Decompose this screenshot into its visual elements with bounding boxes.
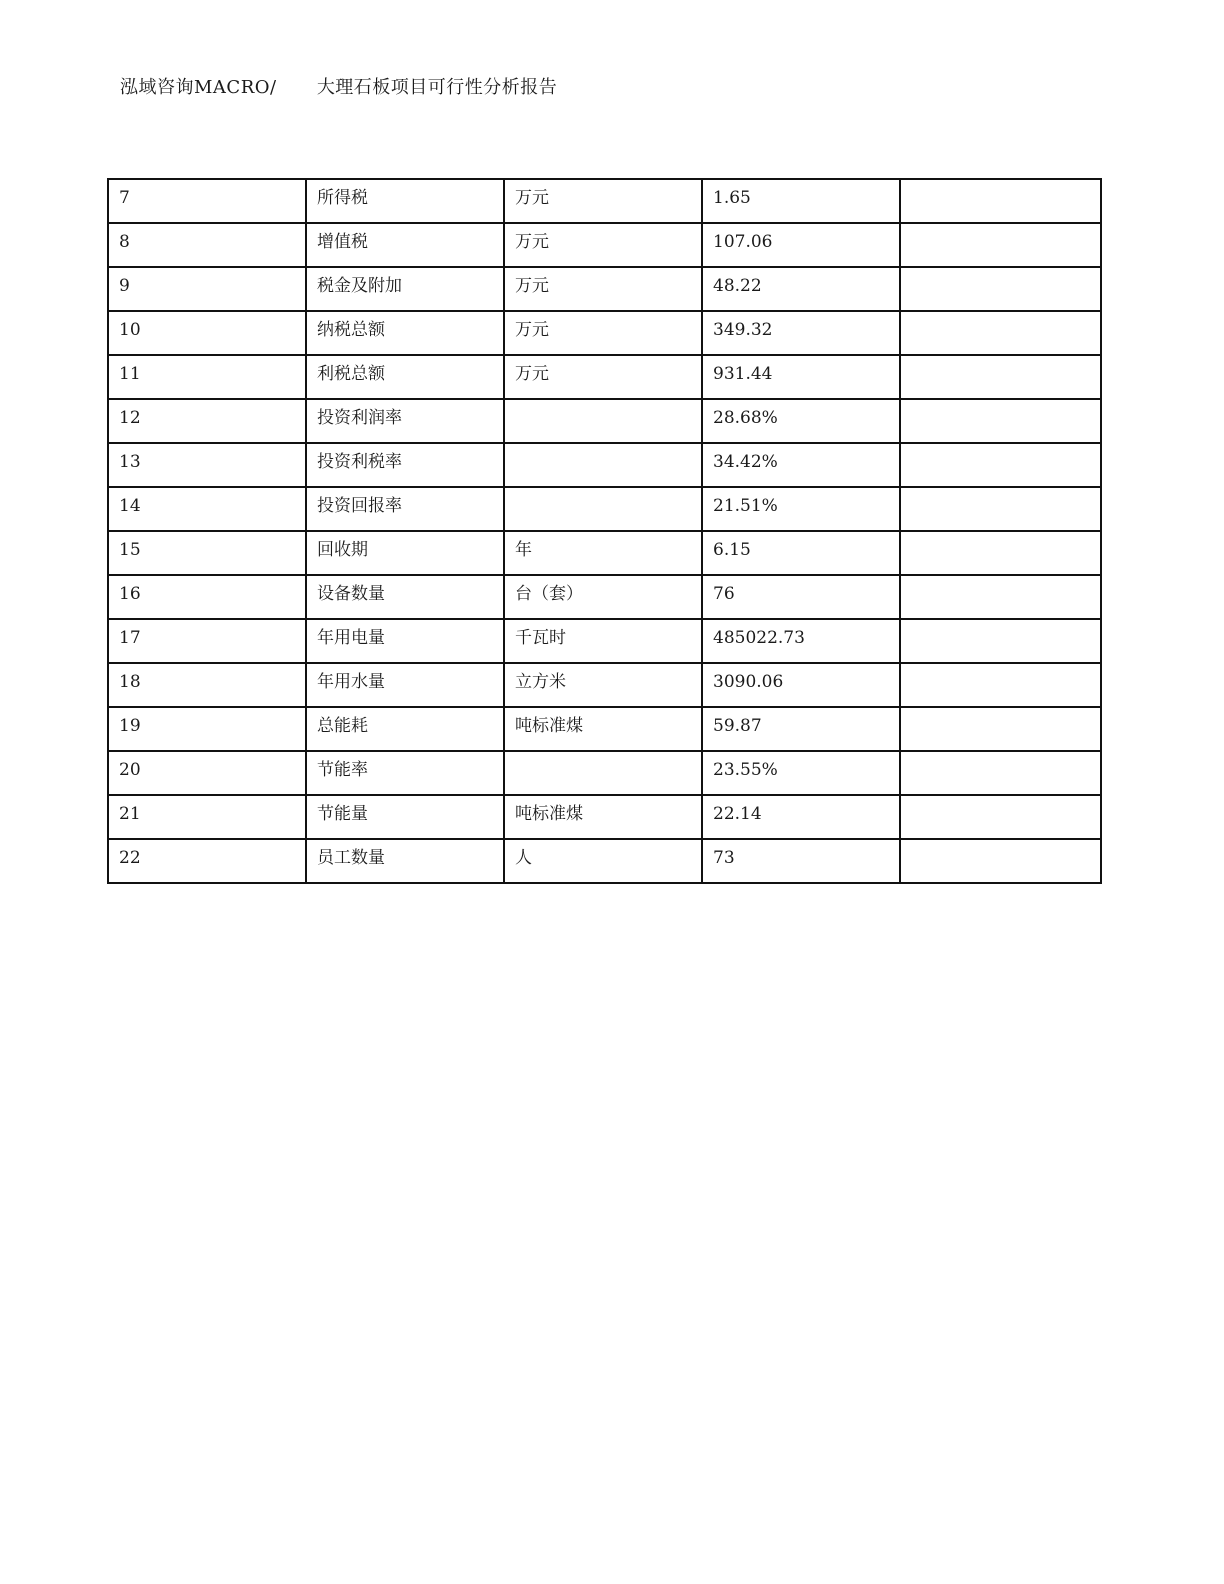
note-cell — [900, 795, 1101, 839]
note-cell — [900, 311, 1101, 355]
indicator-table — [107, 178, 1102, 884]
value-cell: 21.51% — [702, 487, 900, 531]
unit-cell: 年 — [504, 531, 702, 575]
row-number-cell: 12 — [108, 399, 306, 443]
unit-cell — [504, 443, 702, 487]
row-number-cell: 18 — [108, 663, 306, 707]
table-row — [108, 663, 1101, 707]
table-row — [108, 179, 1101, 223]
item-name-cell: 所得税 — [306, 179, 504, 223]
unit-cell: 万元 — [504, 267, 702, 311]
value-cell: 107.06 — [702, 223, 900, 267]
value-cell: 48.22 — [702, 267, 900, 311]
table-row — [108, 443, 1101, 487]
note-cell — [900, 839, 1101, 883]
note-cell — [900, 487, 1101, 531]
item-name-cell: 税金及附加 — [306, 267, 504, 311]
item-name-cell: 年用电量 — [306, 619, 504, 663]
table-row — [108, 399, 1101, 443]
note-cell — [900, 663, 1101, 707]
value-cell: 22.14 — [702, 795, 900, 839]
value-cell: 34.42% — [702, 443, 900, 487]
table-row — [108, 267, 1101, 311]
table-row — [108, 531, 1101, 575]
item-name-cell: 投资利润率 — [306, 399, 504, 443]
table-row — [108, 707, 1101, 751]
item-name-cell: 节能率 — [306, 751, 504, 795]
table-row — [108, 619, 1101, 663]
unit-cell: 千瓦时 — [504, 619, 702, 663]
row-number-cell: 15 — [108, 531, 306, 575]
note-cell — [900, 399, 1101, 443]
note-cell — [900, 707, 1101, 751]
value-cell: 931.44 — [702, 355, 900, 399]
table-row — [108, 311, 1101, 355]
item-name-cell: 纳税总额 — [306, 311, 504, 355]
row-number-cell: 13 — [108, 443, 306, 487]
item-name-cell: 利税总额 — [306, 355, 504, 399]
unit-cell — [504, 399, 702, 443]
note-cell — [900, 619, 1101, 663]
note-cell — [900, 443, 1101, 487]
unit-cell: 台（套） — [504, 575, 702, 619]
table-row — [108, 575, 1101, 619]
unit-cell — [504, 487, 702, 531]
item-name-cell: 增值税 — [306, 223, 504, 267]
value-cell: 76 — [702, 575, 900, 619]
table-row — [108, 795, 1101, 839]
value-cell: 1.65 — [702, 179, 900, 223]
table-body — [108, 179, 1101, 883]
value-cell: 73 — [702, 839, 900, 883]
item-name-cell: 节能量 — [306, 795, 504, 839]
unit-cell: 万元 — [504, 355, 702, 399]
note-cell — [900, 179, 1101, 223]
row-number-cell: 8 — [108, 223, 306, 267]
value-cell: 23.55% — [702, 751, 900, 795]
unit-cell: 万元 — [504, 179, 702, 223]
note-cell — [900, 267, 1101, 311]
value-cell: 3090.06 — [702, 663, 900, 707]
value-cell: 6.15 — [702, 531, 900, 575]
row-number-cell: 22 — [108, 839, 306, 883]
company-name: 泓域咨询MACRO/ — [120, 77, 277, 98]
unit-cell: 万元 — [504, 311, 702, 355]
row-number-cell: 17 — [108, 619, 306, 663]
row-number-cell: 9 — [108, 267, 306, 311]
item-name-cell: 总能耗 — [306, 707, 504, 751]
value-cell: 28.68% — [702, 399, 900, 443]
page-header — [120, 73, 557, 99]
unit-cell — [504, 751, 702, 795]
unit-cell: 立方米 — [504, 663, 702, 707]
row-number-cell: 20 — [108, 751, 306, 795]
row-number-cell: 16 — [108, 575, 306, 619]
value-cell: 485022.73 — [702, 619, 900, 663]
item-name-cell: 投资利税率 — [306, 443, 504, 487]
unit-cell: 万元 — [504, 223, 702, 267]
note-cell — [900, 531, 1101, 575]
table-row — [108, 751, 1101, 795]
unit-cell: 吨标准煤 — [504, 707, 702, 751]
note-cell — [900, 355, 1101, 399]
row-number-cell: 21 — [108, 795, 306, 839]
item-name-cell: 年用水量 — [306, 663, 504, 707]
table-row — [108, 223, 1101, 267]
unit-cell: 人 — [504, 839, 702, 883]
note-cell — [900, 575, 1101, 619]
table-row — [108, 355, 1101, 399]
row-number-cell: 19 — [108, 707, 306, 751]
item-name-cell: 设备数量 — [306, 575, 504, 619]
row-number-cell: 14 — [108, 487, 306, 531]
item-name-cell: 投资回报率 — [306, 487, 504, 531]
table-row — [108, 487, 1101, 531]
row-number-cell: 10 — [108, 311, 306, 355]
row-number-cell: 7 — [108, 179, 306, 223]
note-cell — [900, 223, 1101, 267]
unit-cell: 吨标准煤 — [504, 795, 702, 839]
value-cell: 59.87 — [702, 707, 900, 751]
value-cell: 349.32 — [702, 311, 900, 355]
report-title: 大理石板项目可行性分析报告 — [316, 77, 558, 98]
note-cell — [900, 751, 1101, 795]
table-row — [108, 839, 1101, 883]
item-name-cell: 回收期 — [306, 531, 504, 575]
item-name-cell: 员工数量 — [306, 839, 504, 883]
row-number-cell: 11 — [108, 355, 306, 399]
